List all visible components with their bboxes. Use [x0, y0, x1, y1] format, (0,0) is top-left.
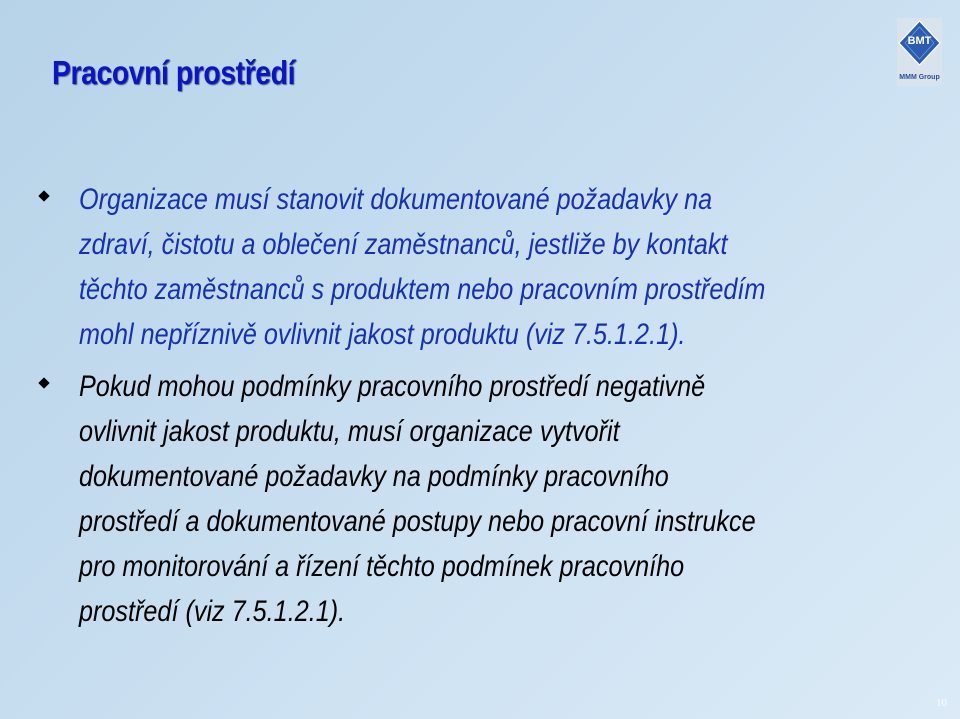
bullet-text	[79, 364, 953, 634]
bullet-line: prostředí (viz 7.5.1.2.1).	[79, 595, 346, 628]
bullet-line: mohl nepříznivě ovlivnit jakost produktu (viz 7.5.1.2.1).	[79, 318, 686, 351]
logo-subtitle: MMM Group	[899, 74, 940, 81]
bullet-line: těchto zaměstnanců s produktem nebo pracovním prostředím	[79, 273, 766, 306]
bullet-line: dokumentované požadavky na podmínky pracovního	[79, 460, 669, 493]
page-number: 10	[936, 697, 947, 709]
diamond-bullet-icon	[38, 190, 49, 201]
bullet-line: prostředí a dokumentované postupy nebo pracovní instrukce	[79, 505, 756, 538]
bullet-line: pro monitorování a řízení těchto podmínek pracovního	[79, 550, 685, 583]
bullet-line: ovlivnit jakost produktu, musí organizace vytvořit	[79, 415, 620, 448]
bullet-line: Pokud mohou podmínky pracovního prostředí negativně	[79, 370, 706, 403]
diamond-bullet-icon	[38, 377, 49, 388]
bullet-line: Organizace musí stanovit dokumentované požadavky na	[79, 183, 713, 216]
bullet-line: zdraví, čistotu a oblečení zaměstnanců, jestliže by kontakt	[79, 228, 728, 261]
logo-text: BMT	[907, 35, 932, 47]
slide-title: Pracovní prostředí	[52, 54, 296, 91]
bullet-text	[79, 177, 953, 357]
